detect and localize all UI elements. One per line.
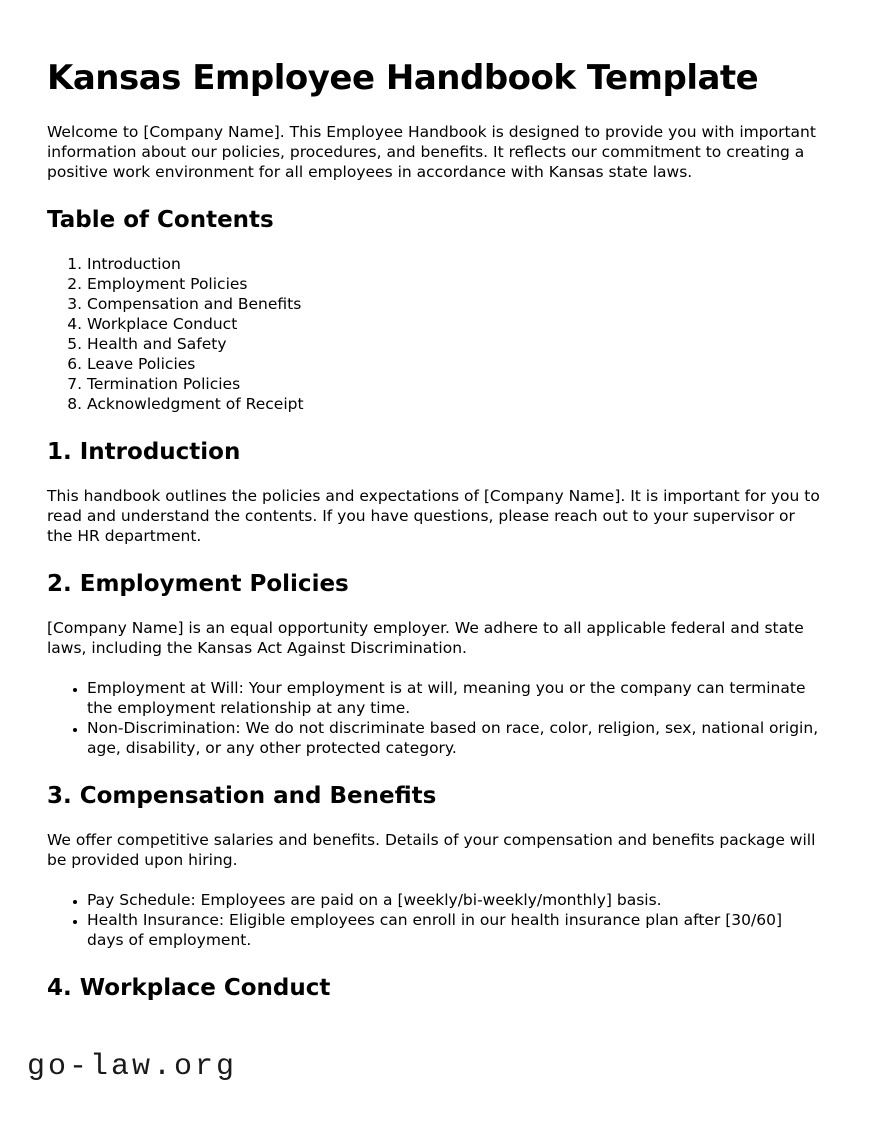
section-bullet-list <box>47 890 822 950</box>
toc-item: 5. Health and Safety <box>87 334 822 354</box>
toc-item: 6. Leave Policies <box>87 354 822 374</box>
toc-heading: Table of Contents <box>47 206 274 233</box>
bullet-item: • Health Insurance: Eligible employees can enroll in our health insurance plan after [30/60] days of employment. <box>87 910 822 950</box>
bullet-item: • Employment at Will: Your employment is at will, meaning you or the company can terminate the employment relationship at any time. <box>87 678 822 718</box>
section-bullet-list <box>47 678 822 758</box>
bullet-item: • Pay Schedule: Employees are paid on a [weekly/bi-weekly/monthly] basis. <box>87 890 822 910</box>
section-paragraph: This handbook outlines the policies and expectations of [Company Name]. It is important for you to read and understand the contents. If you have questions, please reach out to your supervisor or the HR department. <box>47 486 820 545</box>
section-heading: 4. Workplace Conduct <box>47 974 331 1001</box>
document-section <box>47 782 822 950</box>
section-heading: 2. Employment Policies <box>47 570 349 597</box>
toc-item: 4. Workplace Conduct <box>87 314 822 334</box>
section-paragraph: We offer competitive salaries and benefits. Details of your compensation and benefits package will be provided upon hiring. <box>47 830 816 869</box>
page-title: Kansas Employee Handbook Template <box>47 58 759 98</box>
document-section <box>47 438 822 546</box>
sections-container <box>47 438 822 1002</box>
section-heading: 3. Compensation and Benefits <box>47 782 437 809</box>
site-watermark: go-law.org <box>27 1050 238 1084</box>
toc-item: 8. Acknowledgment of Receipt <box>87 394 822 414</box>
toc-item: 1. Introduction <box>87 254 822 274</box>
intro-paragraph: Welcome to [Company Name]. This Employee Handbook is designed to provide you with important information about our policies, procedures, and benefits. It reflects our commitment to creating a positive work environment for all employees in accordance with Kansas state laws. <box>47 122 816 181</box>
bullet-item: • Non-Discrimination: We do not discriminate based on race, color, religion, sex, national origin, age, disability, or any other protected category. <box>87 718 822 758</box>
document-section <box>47 974 822 1002</box>
section-heading: 1. Introduction <box>47 438 241 465</box>
toc-item: 2. Employment Policies <box>87 274 822 294</box>
section-paragraph: [Company Name] is an equal opportunity employer. We adhere to all applicable federal and state laws, including the Kansas Act Against Discrimination. <box>47 618 804 657</box>
toc-item: 7. Termination Policies <box>87 374 822 394</box>
toc-list <box>47 254 822 414</box>
toc-item: 3. Compensation and Benefits <box>87 294 822 314</box>
document-section <box>47 570 822 758</box>
